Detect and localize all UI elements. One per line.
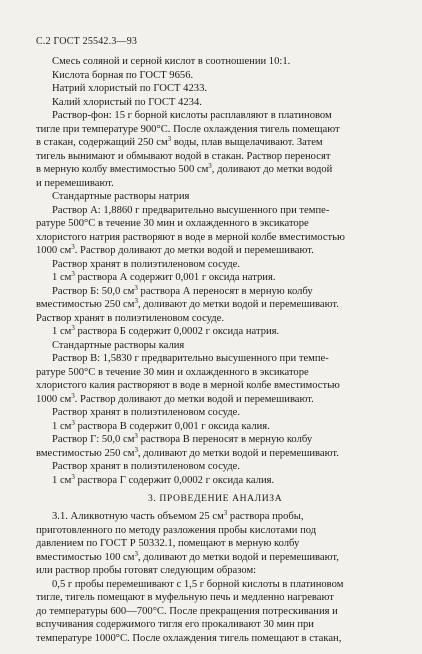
superscript: 3 [223,509,228,518]
text-line [36,551,339,564]
superscript: 3 [71,418,75,427]
text-segment: вместимостью 250 см [36,299,135,311]
text-segment: , доливают до метки водой [211,164,333,175]
text-segment: температуре 1000°С. После охлаждения тигель помещают в стакан, [36,633,342,644]
superscript: 3 [134,283,138,292]
superscript: 3 [134,297,138,306]
text-line [36,163,332,176]
superscript: 3 [134,445,138,454]
text-segment: 3. ПРОВЕДЕНИЕ АНАЛИЗА [148,493,283,505]
text-segment: тигле, тигель помещают в муфельную печь и медленно нагревают [36,592,334,604]
text-segment: Стандартные растворы натрия [52,191,190,202]
text-line [52,420,270,433]
text-line [36,379,340,392]
text-segment: тигель вынимают и обмывают водой в стакан. Раствор переносят [36,150,331,162]
text-segment: вместимостью 100 см [36,551,135,563]
text-line [36,150,330,163]
text-segment: ратуре 500°С в течение 30 мин и охлажденного в эксикаторе [36,218,309,230]
text-line [36,447,339,460]
text-segment: раствора А содержит 0,001 г оксида натрия. [74,272,276,284]
text-line [36,632,341,645]
text-line [36,177,114,190]
text-line [36,537,299,550]
text-line [52,190,189,203]
text-segment: 1000 см [36,245,72,257]
text-segment: Натрий хлористый по ГОСТ 4233. [52,83,208,94]
text-line [52,82,207,95]
text-segment: Раствор Б: 50,0 см [52,285,135,297]
text-line [36,524,316,537]
text-line [36,217,309,230]
text-segment: Калий хлористый по ГОСТ 4234. [52,96,202,108]
text-segment: . Раствор доливают до метки водой и перемешивают. [74,245,314,257]
text-segment: Раствор Г: 50,0 см [52,434,135,446]
superscript: 3 [167,135,172,143]
text-segment: Раствор-фон: 15 г борной кислоты расплавляют в платиновом [52,110,332,121]
text-line [36,605,338,618]
text-line [36,312,224,325]
text-line [52,474,274,487]
text-line [36,298,339,311]
text-line [52,578,343,591]
text-segment: раствора А переносят в мерную колбу [137,285,313,297]
text-segment: , доливают до метки водой и перемешивают. [137,447,339,459]
text-line [52,109,332,122]
text-segment: вместимостью 250 см [36,447,135,459]
text-segment: хлористого калия растворяют в воде в мерной колбе вместимостью [36,380,340,392]
text-line [52,55,290,68]
text-segment: Раствор В: 1,5830 г предварительно высушенного при темпе- [52,353,329,365]
text-line [36,366,309,379]
text-segment: и перемешивают. [36,177,114,189]
text-segment: 1000 см [36,393,72,405]
text-segment: приготовленного по методу разложения пробы кислотами под [36,524,317,536]
text-line [36,393,314,406]
text-line [52,204,329,217]
superscript: 3 [71,472,75,481]
text-segment: или раствор пробы готовят следующим образом: [36,565,257,577]
text-segment: 1 см [52,474,72,486]
text-segment: раствора Б содержит 0,0002 г оксида натрия. [74,326,280,338]
superscript: 3 [71,391,75,400]
text-segment: раствора Г содержит 0,0002 г оксида калия. [74,474,275,486]
text-line [52,271,275,284]
text-segment: Раствор хранят в полиэтиленовом сосуде. [52,407,241,419]
superscript: 3 [208,162,212,170]
text-line [36,244,314,257]
text-segment: тигле при температуре 900°С. После охлаждения тигель помещают [36,123,340,135]
superscript: 3 [71,243,75,252]
text-segment: Раствор хранят в полиэтиленовом сосуде. [36,312,225,324]
text-line [52,433,312,446]
text-segment: раствора В переносят в мерную колбу [137,434,313,446]
text-line [52,258,240,271]
text-line [52,339,184,352]
superscript: 3 [134,432,138,441]
text-segment: Стандартные растворы калия [52,339,185,351]
text-segment: раствора В содержит 0,001 г оксида калия. [74,420,270,432]
text-line [36,591,334,604]
text-segment: . Раствор доливают до метки водой и перемешивают. [74,393,314,405]
text-segment: 1 см [52,272,72,284]
text-segment: , доливают до метки водой и перемешивают, [137,551,339,563]
text-line [36,231,345,244]
text-segment: Смесь соляной и серной кислот в соотношении 10:1. [52,56,291,67]
text-segment: в мерную колбу вместимостью 500 см [36,164,209,175]
text-line [36,618,314,631]
text-line [52,460,240,473]
page-header: С.2 ГОСТ 25542.3—93 [36,36,138,47]
text-line [52,352,329,365]
text-segment: давлением по ГОСТ Р 50332.1, помещают в мерную колбу [36,538,300,550]
text-segment: воды, плав выщелачивают. Затем [171,137,323,148]
text-line [36,123,340,136]
text-segment: Кислота борная по ГОСТ 9656. [52,69,194,81]
superscript: 3 [71,270,75,279]
superscript: 3 [71,324,75,333]
text-segment: , доливают до метки водой и перемешивают. [137,299,339,311]
text-segment: ратуре 500°С в течение 30 мин и охлажденного в эксикаторе [36,366,309,378]
section-heading [148,492,282,505]
text-segment: до температуры 600—700°С. После прекращения потрескивания и [36,605,338,617]
text-segment: вспучивания содержимого тигля его прокаливают 30 мин при [36,619,314,631]
text-segment: 0,5 г пробы перемешивают с 1,5 г борной кислоты в платиновом [52,578,344,590]
text-line [52,96,202,109]
text-line [52,406,240,419]
text-line [36,564,256,577]
text-segment: Раствор хранят в полиэтиленовом сосуде. [52,461,241,473]
text-segment: 1 см [52,420,72,432]
text-line [52,69,193,82]
superscript: 3 [134,549,138,558]
text-segment: 3.1. Аликвотную часть объемом 25 см [52,511,224,523]
text-segment: раствора пробы, [227,511,304,523]
text-segment: в стакан, содержащий 250 см [36,137,168,148]
text-segment: 1 см [52,326,72,338]
text-line [52,510,304,523]
text-line [52,325,279,338]
text-segment: хлористого натрия растворяют в воде в мерной колбе вместимостью [36,231,345,243]
text-line [36,136,323,149]
text-segment: Раствор А: 1,8860 г предварительно высушенного при темпе- [52,204,330,216]
text-line [52,285,313,298]
text-segment: Раствор хранят в полиэтиленовом сосуде. [52,258,241,270]
